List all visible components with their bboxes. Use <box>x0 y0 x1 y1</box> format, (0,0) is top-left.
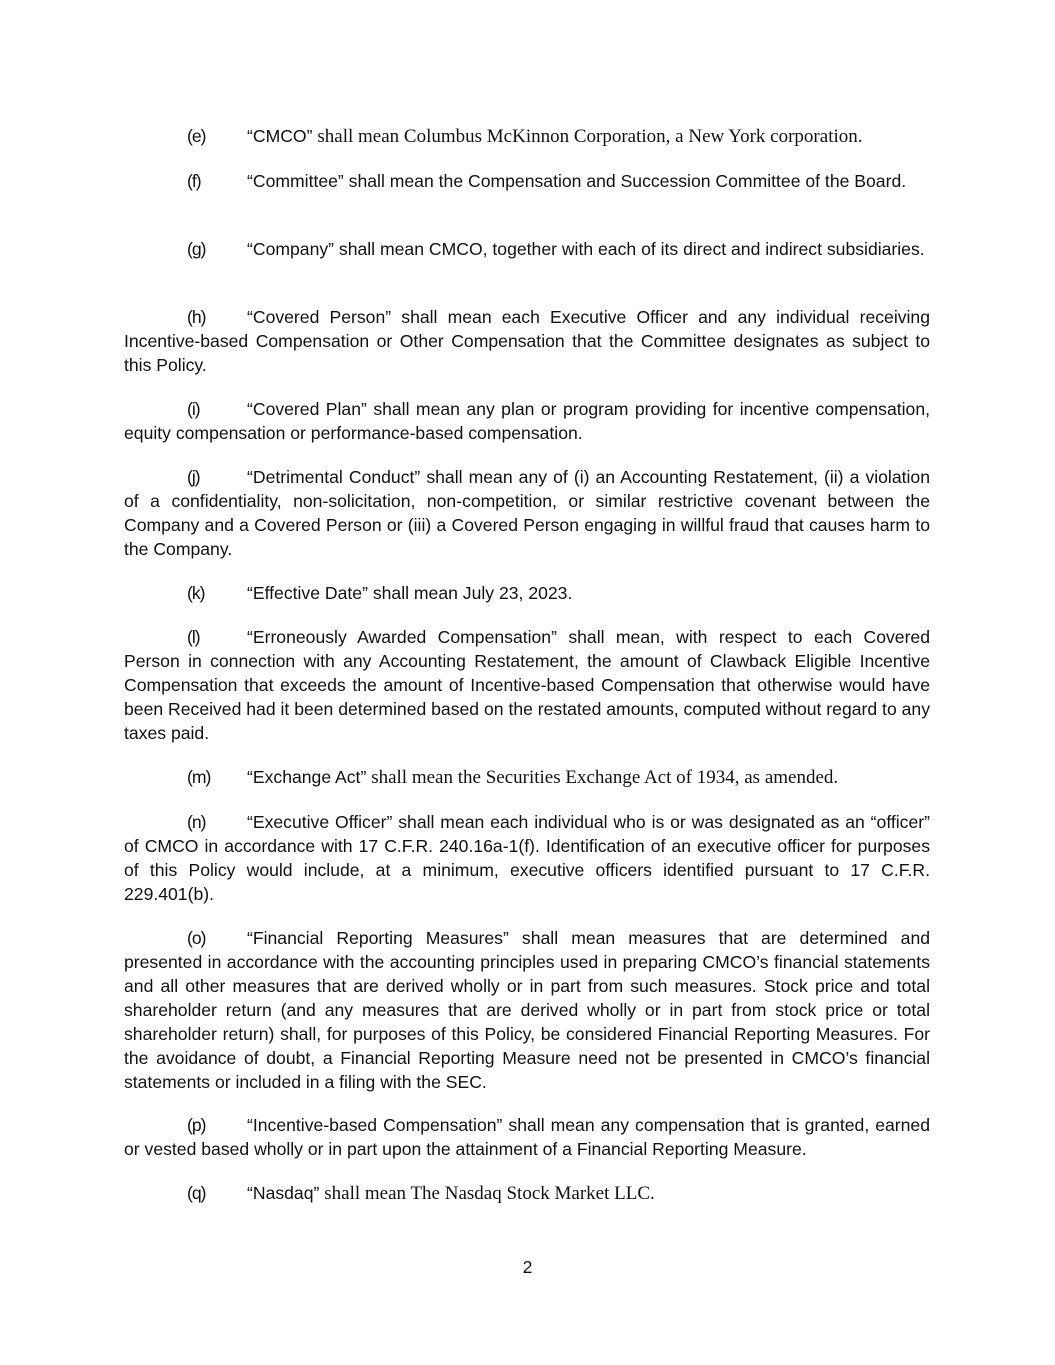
definition-label: (i) <box>187 399 200 419</box>
definition-h <box>124 305 930 377</box>
definition-label: (q) <box>187 1183 206 1203</box>
definition-l <box>124 625 930 745</box>
definition-term: “Company” <box>247 239 335 259</box>
definition-k <box>124 581 930 605</box>
definition-term: “Committee” <box>247 171 344 191</box>
page-number: 2 <box>522 1257 533 1277</box>
definition-body: shall mean any of (i) an Accounting Restatement, (ii) a violation of a confidentiality, non-solicitation, non-competition, or similar restrictive covenant between the Company and a Covered Person or (iii) a Covered Person engaging in willful fraud that causes harm to the Company. <box>124 467 930 559</box>
definition-label: (h) <box>187 307 206 327</box>
definition-term: “Detrimental Conduct” <box>247 467 421 487</box>
definition-body: shall mean The Nasdaq Stock Market LLC. <box>324 1183 655 1204</box>
definition-g <box>124 237 930 261</box>
definition-term: “Executive Officer” <box>247 812 393 832</box>
definition-term: “Financial Reporting Measures” <box>247 928 509 948</box>
definition-body: shall mean Columbus McKinnon Corporation, a New York corporation. <box>317 126 863 147</box>
definition-label: (f) <box>187 171 201 191</box>
definition-body: shall mean each Executive Officer and any individual receiving Incentive-based Compensation or Other Compensation that the Committee designates as subject to this Policy. <box>124 307 930 375</box>
definition-body: shall mean each individual who is or was designated as an “officer” of CMCO in accordance with 17 C.F.R. 240.16a-1(f). Identification of an executive officer for purposes of this Policy would include, at a minimum, executive officers identified pursuant to 17 C.F.R. 229.401(b). <box>124 812 930 904</box>
definition-label: (k) <box>187 583 205 603</box>
definition-body: shall mean any plan or program providing for incentive compensation, equity compensation or performance-based compensation. <box>124 399 930 443</box>
definition-body: shall mean CMCO, together with each of its direct and indirect subsidiaries. <box>338 239 925 259</box>
definition-o <box>124 926 930 1094</box>
definition-term: “CMCO” <box>247 126 313 146</box>
definition-body: shall mean, with respect to each Covered Person in connection with any Accounting Restatement, the amount of Clawback Eligible Incentive Compensation that exceeds the amount of Incentive-based Compensation that otherwise would have been Received had it been determined based on the restated amounts, computed without regard to any taxes paid. <box>124 627 930 743</box>
definition-j <box>124 465 930 561</box>
definition-label: (g) <box>187 239 206 259</box>
definition-m <box>124 765 930 790</box>
definition-term: “Exchange Act” <box>247 767 367 787</box>
definition-body: shall mean any compensation that is granted, earned or vested based wholly or in part upon the attainment of a Financial Reporting Measure. <box>124 1115 930 1159</box>
definition-p <box>124 1113 930 1161</box>
definition-n <box>124 810 930 906</box>
definition-body: shall mean measures that are determined and presented in accordance with the accounting principles used in preparing CMCO’s financial statements and all other measures that are derived wholly or in part from such measures. Stock price and total shareholder return (and any measures that are derived wholly or in part from stock price or total shareholder return) shall, for purposes of this Policy, be considered Financial Reporting Measures. For the avoidance of doubt, a Financial Reporting Measure need not be presented in CMCO’s financial statements or included in a filing with the SEC. <box>124 928 931 1092</box>
definition-label: (e) <box>187 126 206 146</box>
definition-label: (p) <box>187 1115 206 1135</box>
definition-q <box>124 1181 930 1206</box>
definition-term: “Erroneously Awarded Compensation” <box>247 627 557 647</box>
definition-body: shall mean the Compensation and Succession Committee of the Board. <box>348 171 907 191</box>
definition-label: (o) <box>187 928 206 948</box>
definition-body: shall mean the Securities Exchange Act of 1934, as amended. <box>371 767 839 788</box>
definition-term: “Covered Person” <box>247 307 392 327</box>
definition-term: “Covered Plan” <box>247 399 367 419</box>
definition-f <box>124 169 930 193</box>
definition-term: “Effective Date” <box>247 583 368 603</box>
definition-label: (n) <box>187 812 206 832</box>
definition-label: (j) <box>187 467 200 487</box>
definition-body: shall mean July 23, 2023. <box>372 583 573 603</box>
definition-term: “Incentive-based Compensation” <box>247 1115 503 1135</box>
definition-i <box>124 397 930 445</box>
definition-e <box>124 124 930 149</box>
definition-label: (l) <box>187 627 200 647</box>
definition-term: “Nasdaq” <box>247 1183 320 1203</box>
definition-label: (m) <box>187 767 211 787</box>
